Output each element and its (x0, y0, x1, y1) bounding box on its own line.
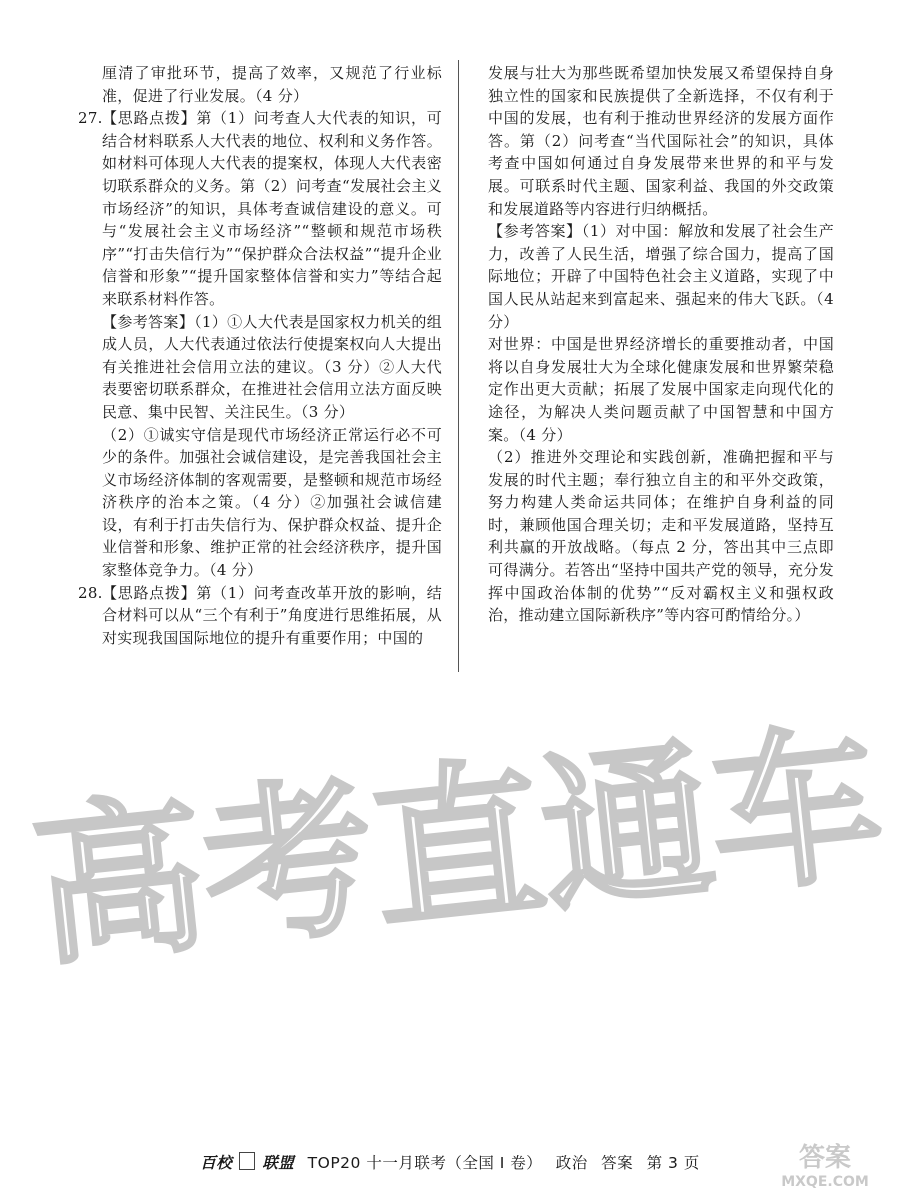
question-number-28: 28. (78, 583, 103, 602)
watermark (25, 665, 892, 995)
question-27 (78, 107, 442, 581)
footer-subject: 政治 (555, 1154, 588, 1172)
page-footer (0, 1151, 900, 1173)
q28-answer-2: （2）推进外交理论和实践创新，准确把握和平与发展的时代主题；奉行独立自主的和平外交政策，努力构建人类命运共同体；在维护自身利益的同时，兼顾他国合理关切；走和平发展道路，坚持互利共赢的开放战略。（每点 2 分，答出其中三点即可得满分。若答出“坚持中国共产党的领导，充分发挥中国政治体制的优势”“反对霸权主义和强权政治，推动建立国际新秩序”等内容可酌情给分。） (488, 448, 834, 625)
right-column (488, 62, 834, 627)
q28-analysis-continued: 发展与壮大为那些既希望加快发展又希望保持自身独立性的国家和民族提供了全新选择，不仅有利于中国的发展，也有利于推动世界经济的发展方面作答。第（2）问考查“当代国际社会”的知识，具体考查中国如何通过自身发展带来世界的和平与发展。可联系时代主题、国家利益、我国的外交政策和发展道路等内容进行归纳概括。 (488, 64, 834, 218)
intro-paragraph: 厘清了审批环节，提高了效率，又规范了行业标准，促进了行业发展。（4 分） (102, 64, 442, 105)
footer-brand-2: 联盟 (262, 1153, 295, 1172)
question-28 (78, 582, 442, 650)
question-number-27: 27. (78, 109, 103, 128)
brand-emblem-icon (239, 1152, 255, 1170)
footer-type: 答案 (601, 1154, 634, 1172)
svg-text:答案: 答案 (798, 1143, 852, 1173)
q27-analysis: 【思路点拨】第（1）问考查人大代表的知识，可结合材料联系人大代表的地位、权利和义务作答。如材料可体现人大代表的提案权，体现人大代表密切联系群众的义务。第（2）问考查“发展社会主义市场经济”的知识，具体考查诚信建设的意义。可与“发展社会主义市场经济”“整顿和规范市场秩序”“打击失信行为”“保护群众合法权益”“提升企业信誉和形象”“提升国家整体信誉和实力”等结合起来联系材料作答。 (102, 109, 442, 308)
q28-answer-1-world: 对世界：中国是世界经济增长的重要推动者，中国将以自身发展壮大为全球化健康发展和世界繁荣稳定作出更大贡献；拓展了发展中国家走向现代化的途径，为解决人类问题贡献了中国智慧和中国方案。（4 分） (488, 335, 834, 444)
q27-answer-1: 【参考答案】（1）①人大代表是国家权力机关的组成人员，人大代表通过依法行使提案权向人大提出有关推进社会信用立法的建议。（3 分）②人大代表要密切联系群众，在推进社会信用立法方面反映民意、集中民智、关注民生。（3 分） (102, 312, 442, 421)
q27-answer-2: （2）①诚实守信是现代市场经济正常运行必不可少的条件。加强社会诚信建设，是完善我国社会主义市场经济体制的客观需要，是整顿和规范市场经济秩序的治本之策。（4 分）②加强社会诚信建设，有利于打击失信行为、保护群众权益、提升企业信誉和形象、维护正常的社会经济秩序，提升国家整体竞争力。（4 分） (102, 425, 442, 580)
q28-analysis: 【思路点拨】第（1）问考查改革开放的影响，结合材料可以从“三个有利于”角度进行思维拓展，从对实现我国国际地位的提升有重要作用；中国的 (102, 583, 442, 647)
footer-exam: TOP20 十一月联考（全国 I 卷） (307, 1154, 543, 1172)
column-divider (458, 60, 459, 672)
footer-brand-1: 百校 (200, 1153, 233, 1172)
footer-page: 第 3 页 (646, 1154, 700, 1172)
left-column (78, 62, 442, 649)
watermark-text: 高考直通车 (25, 704, 892, 990)
q28-answer-1-china: 【参考答案】（1）对中国：解放和发展了社会生产力，改善了人民生活，增强了综合国力，提高了国际地位；开辟了中国特色社会主义道路，实现了中国人民从站起来到富起来、强起来的伟大飞跃。（4 分） (488, 222, 834, 331)
svg-text:MXQE.COM: MXQE.COM (781, 1174, 869, 1190)
